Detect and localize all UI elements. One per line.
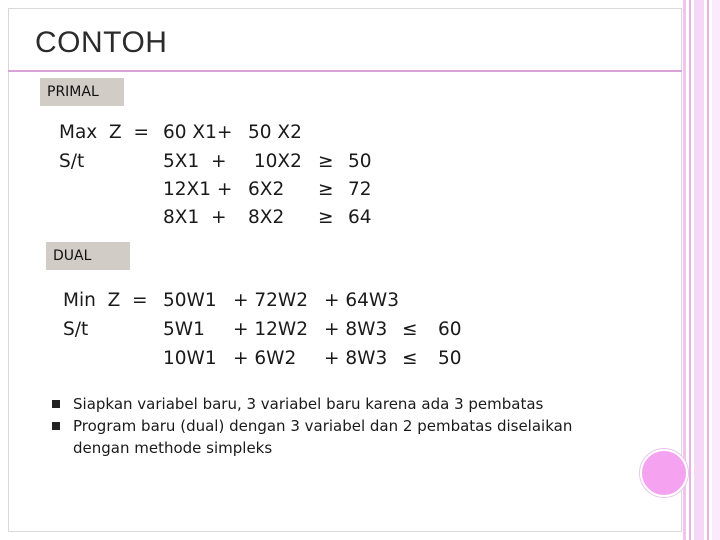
dual-row-2-term1: 5W1 [163, 319, 205, 340]
dual-row-2-sign: ≤ [402, 319, 418, 340]
primal-row-2-term2: 10X2 [248, 151, 302, 172]
dual-row-3-sign: ≤ [402, 348, 418, 369]
dual-row-2-lhs: S/t [63, 319, 89, 340]
dual-row-1-lhs: Min Z = [63, 290, 148, 311]
primal-row-4-sign: ≥ [318, 207, 334, 228]
primal-label: PRIMAL [40, 78, 124, 106]
title-divider [8, 70, 682, 72]
decor-stripe-5 [712, 0, 720, 540]
primal-row-1-term1: 60 X1+ [163, 122, 233, 143]
dual-label: DUAL [46, 242, 130, 270]
dual-row-2-term3: + 8W3 [324, 319, 388, 340]
decor-stripe-2 [689, 0, 691, 540]
dual-row-1-term2: + 72W2 [233, 290, 308, 311]
primal-row-1-lhs: Max Z = [59, 122, 149, 143]
bullet-text: Program baru (dual) dengan 3 variabel dan 2 pembatas diselaikan dengan methode simpleks [73, 417, 573, 457]
decor-circle [640, 449, 688, 497]
primal-row-1-term2: 50 X2 [248, 122, 302, 143]
dual-row-2-rhs: 60 [438, 319, 462, 340]
bullet-item [50, 415, 620, 459]
primal-row-2-rhs: 50 [348, 151, 372, 172]
slide-title: CONTOH [35, 26, 168, 59]
decor-stripe-3 [694, 0, 704, 540]
dual-row-2-term2: + 12W2 [233, 319, 308, 340]
primal-row-3-rhs: 72 [348, 179, 372, 200]
square-bullet-icon [52, 400, 60, 408]
dual-row-1-term1: 50W1 [163, 290, 217, 311]
bullet-text: Siapkan variabel baru, 3 variabel baru karena ada 3 pembatas [73, 395, 544, 413]
primal-row-3-term2: 6X2 [248, 179, 285, 200]
primal-row-4-term1: 8X1 + [163, 207, 227, 228]
primal-row-3-sign: ≥ [318, 179, 334, 200]
primal-row-3-term1: 12X1 + [163, 179, 233, 200]
square-bullet-icon [52, 422, 60, 430]
primal-row-2-sign: ≥ [318, 151, 334, 172]
dual-row-3-term3: + 8W3 [324, 348, 388, 369]
primal-row-4-term2: 8X2 [248, 207, 285, 228]
dual-row-3-term1: 10W1 [163, 348, 217, 369]
decor-stripe-4 [707, 0, 709, 540]
primal-row-4-rhs: 64 [348, 207, 372, 228]
primal-row-2-lhs: S/t [59, 151, 85, 172]
bullet-list [50, 393, 620, 459]
dual-row-3-term2: + 6W2 [233, 348, 297, 369]
dual-row-3-rhs: 50 [438, 348, 462, 369]
primal-row-2-term1: 5X1 + [163, 151, 227, 172]
bullet-item [50, 393, 620, 415]
dual-row-1-term3: + 64W3 [324, 290, 399, 311]
